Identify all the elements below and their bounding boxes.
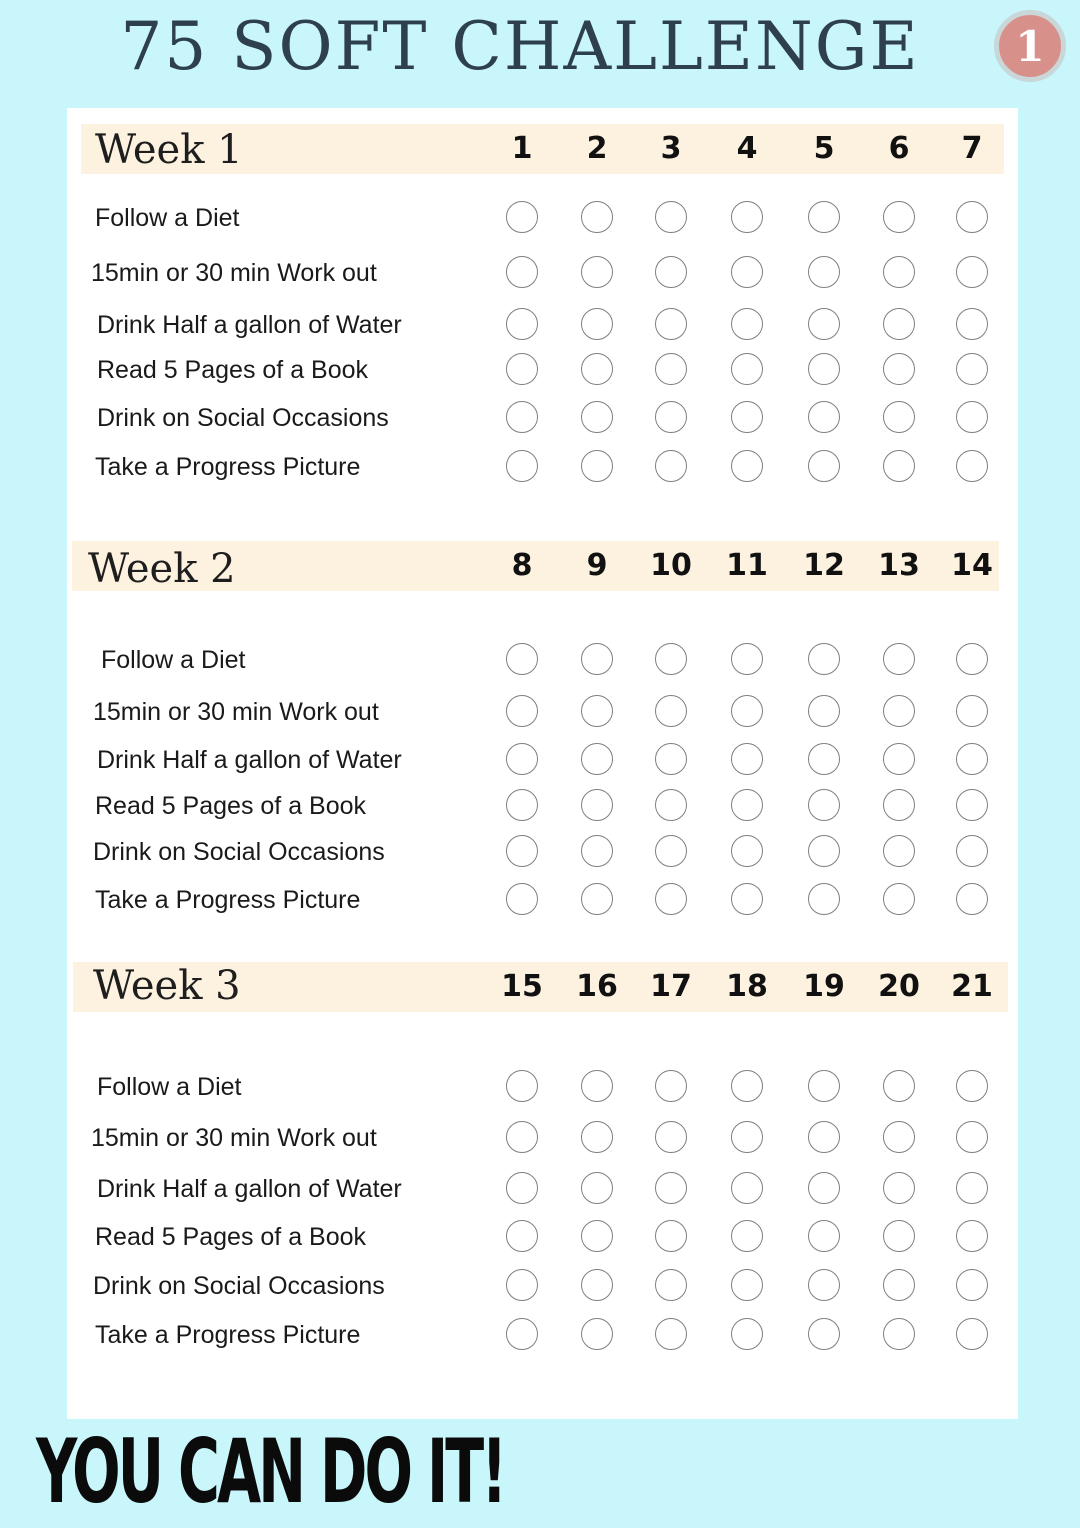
day-checkbox[interactable]	[808, 835, 840, 867]
day-checkbox[interactable]	[655, 883, 687, 915]
day-checkbox[interactable]	[581, 201, 613, 233]
day-checkbox[interactable]	[956, 256, 988, 288]
day-checkbox[interactable]	[655, 1070, 687, 1102]
day-number: 18	[726, 969, 768, 1004]
day-checkbox[interactable]	[581, 1070, 613, 1102]
day-checkbox[interactable]	[956, 1318, 988, 1350]
day-checkbox[interactable]	[883, 353, 915, 385]
day-checkbox[interactable]	[883, 1220, 915, 1252]
day-checkbox[interactable]	[956, 308, 988, 340]
day-checkbox[interactable]	[808, 789, 840, 821]
day-checkbox[interactable]	[808, 743, 840, 775]
day-checkbox[interactable]	[731, 1172, 763, 1204]
day-checkbox[interactable]	[883, 450, 915, 482]
task-label: 15min or 30 min Work out	[93, 698, 379, 726]
day-checkbox[interactable]	[808, 1172, 840, 1204]
week-section	[67, 962, 1018, 1372]
day-checkbox[interactable]	[883, 835, 915, 867]
day-checkbox[interactable]	[883, 1070, 915, 1102]
day-checkbox[interactable]	[808, 1318, 840, 1350]
week-section	[67, 124, 1018, 534]
week-label: Week 1	[95, 127, 243, 173]
day-checkbox[interactable]	[883, 883, 915, 915]
day-checkbox[interactable]	[506, 883, 538, 915]
task-label: Drink Half a gallon of Water	[97, 1175, 402, 1203]
day-checkbox[interactable]	[581, 789, 613, 821]
day-checkbox[interactable]	[808, 1220, 840, 1252]
day-checkbox[interactable]	[581, 450, 613, 482]
day-number: 8	[511, 548, 533, 583]
day-checkbox[interactable]	[808, 695, 840, 727]
day-checkbox[interactable]	[731, 1269, 763, 1301]
day-checkbox[interactable]	[655, 1172, 687, 1204]
day-number: 10	[650, 548, 692, 583]
day-checkbox[interactable]	[808, 308, 840, 340]
day-checkbox[interactable]	[655, 256, 687, 288]
day-checkbox[interactable]	[956, 695, 988, 727]
day-checkbox[interactable]	[581, 835, 613, 867]
day-checkbox[interactable]	[808, 643, 840, 675]
day-checkbox[interactable]	[883, 695, 915, 727]
tracker-sheet	[67, 108, 1018, 1419]
task-label: Drink on Social Occasions	[93, 1272, 385, 1300]
day-checkbox[interactable]	[581, 695, 613, 727]
week-section	[67, 541, 1018, 951]
day-checkbox[interactable]	[956, 789, 988, 821]
day-checkbox[interactable]	[731, 1318, 763, 1350]
motivational-banner: YOU CAN DO IT!	[36, 1420, 505, 1523]
day-checkbox[interactable]	[731, 643, 763, 675]
day-checkbox[interactable]	[581, 1269, 613, 1301]
task-row	[67, 1168, 1018, 1208]
day-checkbox[interactable]	[808, 401, 840, 433]
day-checkbox[interactable]	[581, 1318, 613, 1350]
day-checkbox[interactable]	[883, 789, 915, 821]
day-checkbox[interactable]	[655, 695, 687, 727]
day-checkbox[interactable]	[883, 1269, 915, 1301]
day-number: 17	[650, 969, 692, 1004]
day-checkbox[interactable]	[808, 353, 840, 385]
day-checkbox[interactable]	[883, 201, 915, 233]
day-checkbox[interactable]	[655, 789, 687, 821]
task-label: Drink Half a gallon of Water	[97, 311, 402, 339]
week-label: Week 3	[93, 963, 241, 1009]
day-checkbox[interactable]	[506, 1172, 538, 1204]
day-checkbox[interactable]	[655, 308, 687, 340]
day-checkbox[interactable]	[883, 1318, 915, 1350]
day-checkbox[interactable]	[655, 201, 687, 233]
task-label: 15min or 30 min Work out	[91, 1124, 377, 1152]
day-checkbox[interactable]	[883, 401, 915, 433]
day-number: 14	[951, 548, 993, 583]
task-row	[67, 831, 1018, 871]
day-checkbox[interactable]	[506, 1220, 538, 1252]
day-number: 21	[951, 969, 993, 1004]
task-row	[67, 349, 1018, 389]
page-title: 75 SOFT CHALLENGE	[120, 8, 920, 85]
task-row	[67, 785, 1018, 825]
day-checkbox[interactable]	[655, 743, 687, 775]
day-checkbox[interactable]	[731, 308, 763, 340]
task-label: Read 5 Pages of a Book	[97, 356, 369, 384]
day-checkbox[interactable]	[655, 353, 687, 385]
task-label: Follow a Diet	[97, 1073, 242, 1101]
day-checkbox[interactable]	[731, 201, 763, 233]
day-checkbox[interactable]	[731, 1121, 763, 1153]
day-number: 12	[803, 548, 845, 583]
day-checkbox[interactable]	[506, 643, 538, 675]
day-number: 9	[586, 548, 608, 583]
day-checkbox[interactable]	[883, 256, 915, 288]
day-checkbox[interactable]	[506, 201, 538, 233]
day-number: 15	[501, 969, 543, 1004]
day-checkbox[interactable]	[883, 1121, 915, 1153]
day-checkbox[interactable]	[506, 256, 538, 288]
task-label: Drink on Social Occasions	[93, 838, 385, 866]
day-checkbox[interactable]	[581, 308, 613, 340]
task-label: Drink Half a gallon of Water	[97, 746, 402, 774]
day-checkbox[interactable]	[956, 401, 988, 433]
day-checkbox[interactable]	[506, 743, 538, 775]
day-checkbox[interactable]	[956, 1121, 988, 1153]
task-label: Take a Progress Picture	[95, 453, 361, 481]
task-row	[67, 446, 1018, 486]
task-row	[67, 252, 1018, 292]
day-checkbox[interactable]	[655, 835, 687, 867]
day-checkbox[interactable]	[731, 1070, 763, 1102]
day-checkbox[interactable]	[956, 450, 988, 482]
week-header	[73, 962, 1008, 1012]
day-checkbox[interactable]	[883, 643, 915, 675]
day-checkbox[interactable]	[581, 353, 613, 385]
day-checkbox[interactable]	[655, 1121, 687, 1153]
week-header	[72, 541, 999, 591]
task-row	[67, 691, 1018, 731]
day-checkbox[interactable]	[956, 353, 988, 385]
day-number: 16	[576, 969, 618, 1004]
task-row	[67, 1066, 1018, 1106]
day-checkbox[interactable]	[731, 1220, 763, 1252]
day-number: 2	[586, 131, 608, 166]
task-label: Read 5 Pages of a Book	[95, 792, 367, 820]
task-row	[67, 397, 1018, 437]
day-checkbox[interactable]	[731, 401, 763, 433]
day-number: 4	[736, 131, 758, 166]
task-row	[67, 1314, 1018, 1354]
day-checkbox[interactable]	[956, 1269, 988, 1301]
day-checkbox[interactable]	[956, 201, 988, 233]
day-checkbox[interactable]	[956, 1220, 988, 1252]
day-checkbox[interactable]	[506, 1121, 538, 1153]
task-row	[67, 639, 1018, 679]
day-checkbox[interactable]	[808, 201, 840, 233]
day-checkbox[interactable]	[731, 743, 763, 775]
day-checkbox[interactable]	[506, 1318, 538, 1350]
week-label: Week 2	[88, 546, 236, 592]
day-checkbox[interactable]	[581, 743, 613, 775]
day-number: 20	[878, 969, 920, 1004]
day-checkbox[interactable]	[581, 256, 613, 288]
day-checkbox[interactable]	[655, 1269, 687, 1301]
task-row	[67, 739, 1018, 779]
day-checkbox[interactable]	[581, 401, 613, 433]
day-checkbox[interactable]	[956, 643, 988, 675]
day-checkbox[interactable]	[956, 883, 988, 915]
day-checkbox[interactable]	[506, 695, 538, 727]
day-checkbox[interactable]	[731, 353, 763, 385]
day-checkbox[interactable]	[883, 743, 915, 775]
task-label: Follow a Diet	[95, 204, 240, 232]
day-checkbox[interactable]	[655, 450, 687, 482]
day-number: 1	[511, 131, 533, 166]
day-checkbox[interactable]	[581, 883, 613, 915]
task-label: Follow a Diet	[101, 646, 246, 674]
day-checkbox[interactable]	[808, 1070, 840, 1102]
day-checkbox[interactable]	[956, 743, 988, 775]
day-number: 11	[726, 548, 768, 583]
day-checkbox[interactable]	[655, 1220, 687, 1252]
day-checkbox[interactable]	[506, 353, 538, 385]
day-checkbox[interactable]	[581, 1172, 613, 1204]
day-number: 5	[813, 131, 835, 166]
day-checkbox[interactable]	[506, 308, 538, 340]
day-checkbox[interactable]	[956, 835, 988, 867]
task-label: Drink on Social Occasions	[97, 404, 389, 432]
day-number: 13	[878, 548, 920, 583]
day-checkbox[interactable]	[956, 1070, 988, 1102]
day-checkbox[interactable]	[506, 1269, 538, 1301]
day-checkbox[interactable]	[581, 1121, 613, 1153]
day-checkbox[interactable]	[506, 450, 538, 482]
task-row	[67, 1117, 1018, 1157]
day-number: 19	[803, 969, 845, 1004]
day-checkbox[interactable]	[731, 883, 763, 915]
day-checkbox[interactable]	[506, 401, 538, 433]
day-checkbox[interactable]	[506, 1070, 538, 1102]
day-checkbox[interactable]	[883, 1172, 915, 1204]
day-checkbox[interactable]	[655, 401, 687, 433]
day-checkbox[interactable]	[808, 1269, 840, 1301]
day-checkbox[interactable]	[808, 883, 840, 915]
day-checkbox[interactable]	[506, 789, 538, 821]
day-checkbox[interactable]	[731, 789, 763, 821]
week-header	[81, 124, 1004, 174]
day-checkbox[interactable]	[731, 450, 763, 482]
task-row	[67, 1216, 1018, 1256]
task-label: Read 5 Pages of a Book	[95, 1223, 367, 1251]
task-row	[67, 197, 1018, 237]
day-number: 3	[660, 131, 682, 166]
task-label: Take a Progress Picture	[95, 886, 361, 914]
day-checkbox[interactable]	[655, 1318, 687, 1350]
task-label: 15min or 30 min Work out	[91, 259, 377, 287]
day-checkbox[interactable]	[655, 643, 687, 675]
day-checkbox[interactable]	[581, 1220, 613, 1252]
day-checkbox[interactable]	[808, 450, 840, 482]
day-checkbox[interactable]	[731, 695, 763, 727]
day-checkbox[interactable]	[581, 643, 613, 675]
day-checkbox[interactable]	[808, 256, 840, 288]
day-checkbox[interactable]	[883, 308, 915, 340]
page-number-badge: 1	[994, 10, 1066, 82]
day-checkbox[interactable]	[808, 1121, 840, 1153]
task-label: Take a Progress Picture	[95, 1321, 361, 1349]
day-number: 6	[888, 131, 910, 166]
day-checkbox[interactable]	[731, 835, 763, 867]
day-checkbox[interactable]	[506, 835, 538, 867]
day-number: 7	[961, 131, 983, 166]
day-checkbox[interactable]	[956, 1172, 988, 1204]
task-row	[67, 1265, 1018, 1305]
day-checkbox[interactable]	[731, 256, 763, 288]
task-row	[67, 879, 1018, 919]
task-row	[67, 304, 1018, 344]
